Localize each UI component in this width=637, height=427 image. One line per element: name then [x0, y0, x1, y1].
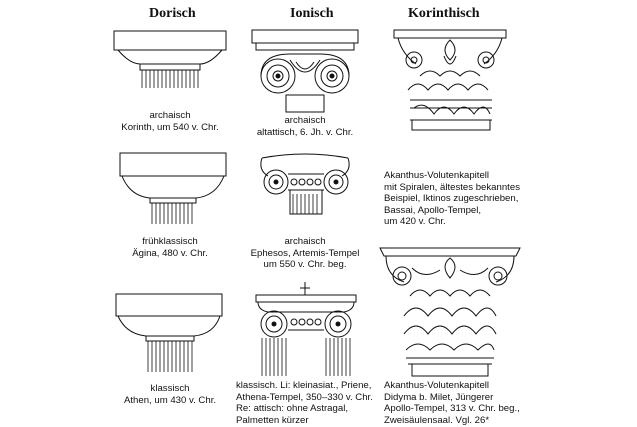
doric-capital-archaic	[114, 31, 226, 88]
doric-capital-early-classical	[120, 153, 226, 224]
corinthian-capital-bassai	[394, 30, 506, 130]
header-ionic: Ionisch	[290, 6, 334, 21]
caption-ionic-ephesos: archaisch Ephesos, Artemis-Tempel um 550 v. Chr. beg.	[250, 236, 360, 271]
caption-corinthian-didyma: Akanthus-Volutenkapitell Didyma b. Milet, Jüngerer Apollo-Tempel, 313 v. Chr. beg., Zweisäulensaal. Vgl. 26*	[384, 380, 520, 426]
ionic-capital-classical	[256, 282, 356, 376]
caption-doric-archaic: archaisch Korinth, um 540 v. Chr.	[121, 110, 219, 133]
ionic-capital-ephesos	[261, 154, 349, 214]
ionic-capital-attic	[252, 30, 358, 112]
corinthian-capital-didyma	[380, 248, 520, 376]
doric-capital-classical	[116, 294, 222, 372]
caption-doric-early-classical: frühklassisch Ägina, 480 v. Chr.	[132, 236, 208, 259]
caption-ionic-classical: klassisch. Li: kleinasiat., Priene, Athena-Tempel, 350–330 v. Chr. Re: attisch: ohne Astragal, Palmetten kürzer	[236, 380, 373, 426]
caption-ionic-attic: archaisch altattisch, 6. Jh. v. Chr.	[256, 115, 354, 138]
header-doric: Dorisch	[149, 6, 196, 21]
caption-corinthian-bassai: Akanthus-Volutenkapitell mit Spiralen, ältestes bekanntes Beispiel, Iktinos zugeschrieben, Bassai, Apollo-Tempel, um 420 v. Chr.	[384, 170, 520, 228]
caption-doric-classical: klassisch Athen, um 430 v. Chr.	[123, 383, 217, 406]
header-corinthian: Korinthisch	[408, 6, 480, 21]
